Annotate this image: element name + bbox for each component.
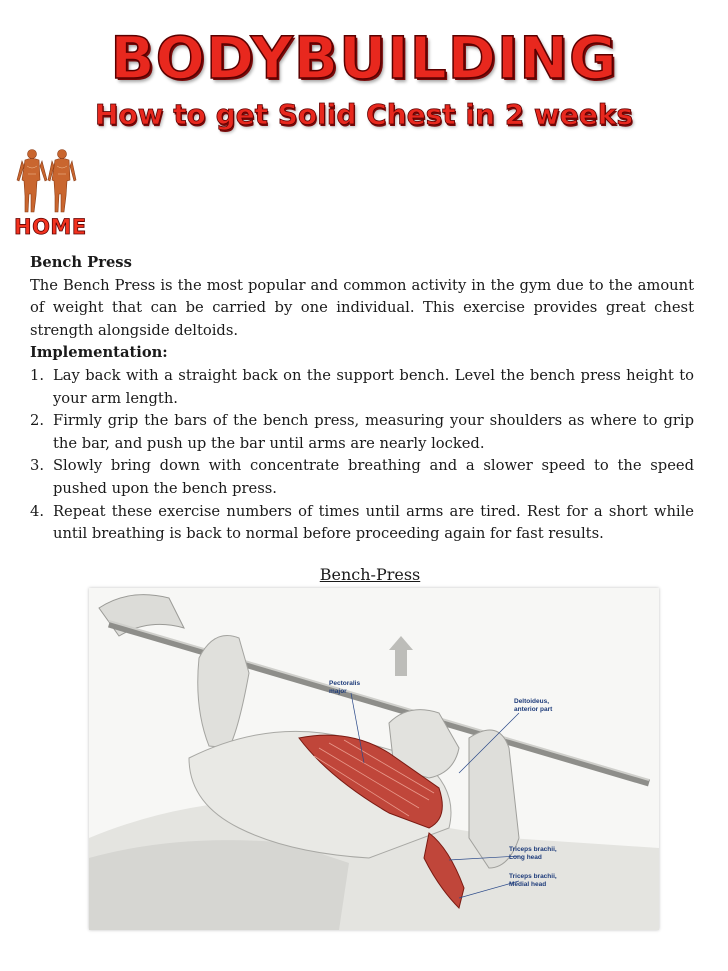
label-triceps-medial-2: Medial head (509, 881, 547, 888)
step-number: 1. (30, 366, 45, 384)
anatomy-figures-icon (12, 146, 82, 216)
list-item (30, 455, 694, 500)
step-text: Lay back with a straight back on the support bench. Level the bench press height to your arm length. (53, 366, 694, 407)
label-triceps-medial-1: Triceps brachii, (509, 873, 557, 880)
label-triceps-long-1: Triceps brachii, (509, 846, 557, 853)
label-deltoideus-2: anterior part (514, 706, 553, 713)
label-pectoralis-1: Pectoralis (329, 680, 361, 687)
steps-list (30, 365, 694, 546)
step-text: Firmly grip the bars of the bench press, measuring your shoulders as where to grip the bar, and push up the bar until arms are nearly locked. (53, 412, 694, 452)
intro-paragraph: The Bench Press is the most popular and common activity in the gym due to the amount of weight that can be carried by one individual. This exercise provides great chest strength alongside deltoids. (30, 276, 694, 339)
step-text: Slowly bring down with concentrate breathing and a slower speed to the speed pushed upon the bench press. (53, 457, 694, 497)
step-text: Repeat these exercise numbers of times until arms are tired. Rest for a short while until breathing is back to normal before proceeding again for fast results. (53, 502, 694, 543)
label-triceps-long-2: Long head (509, 854, 542, 861)
bench-press-illustration (89, 588, 659, 930)
list-item (30, 365, 694, 410)
step-number: 3. (30, 457, 45, 475)
home-label: HOME (14, 215, 87, 239)
page-subtitle: How to get Solid Chest in 2 weeks (94, 98, 634, 131)
section-heading: Bench Press (30, 254, 132, 271)
step-number: 2. (30, 412, 45, 430)
home-link[interactable] (12, 146, 87, 242)
implementation-heading: Implementation: (30, 344, 168, 362)
article-body (30, 252, 694, 546)
label-deltoideus-1: Deltoideus, (514, 698, 550, 705)
figure-caption: Bench-Press (319, 565, 421, 584)
list-item (30, 501, 694, 546)
list-item (30, 410, 694, 455)
page-title: BODYBUILDING (110, 24, 618, 92)
step-number: 4. (30, 502, 45, 520)
label-pectoralis-2: major (329, 688, 347, 695)
